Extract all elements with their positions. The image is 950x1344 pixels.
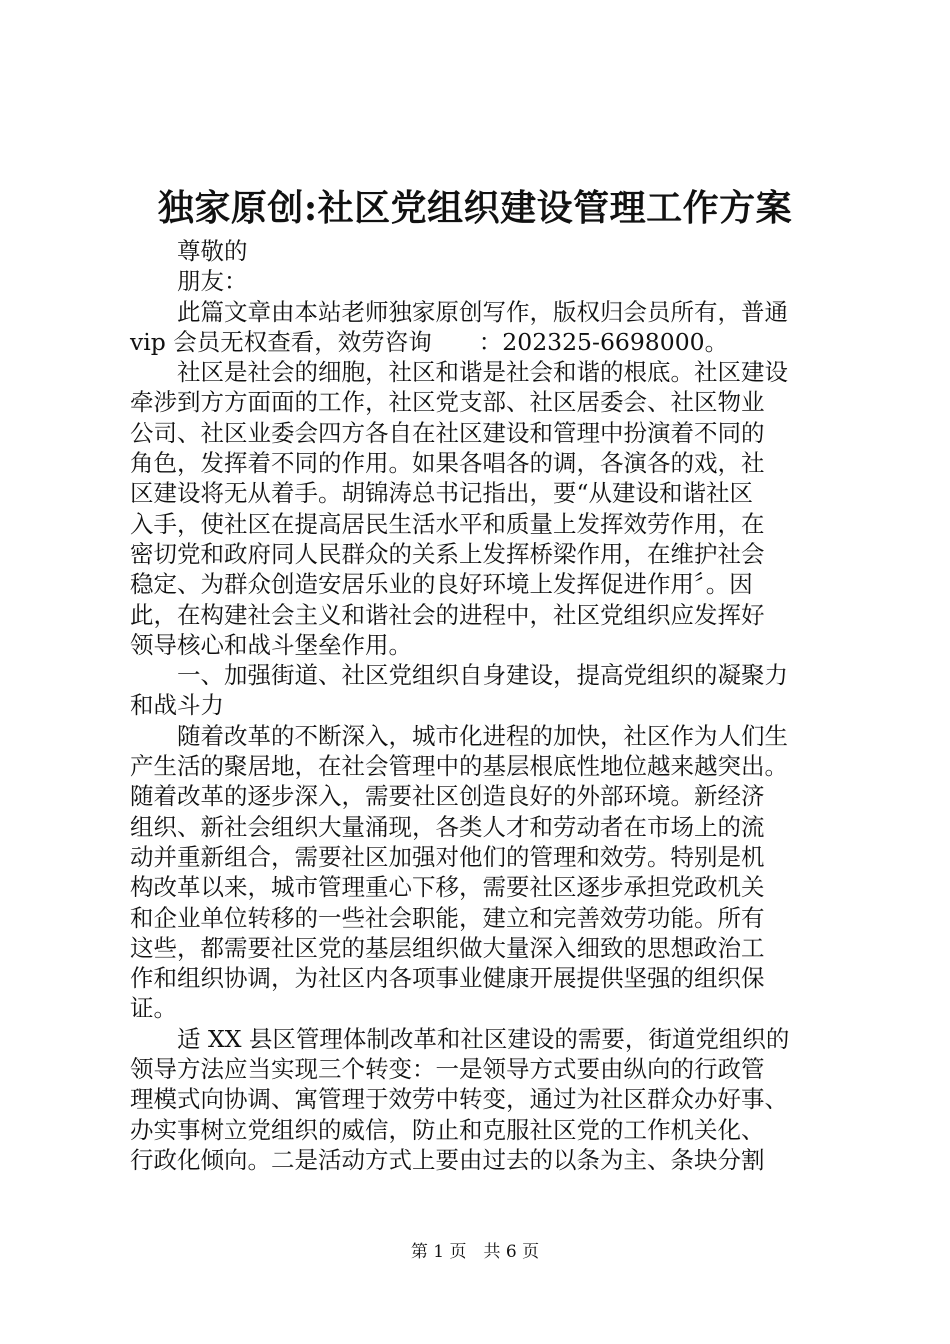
document-title: 独家原创:社区党组织建设管理工作方案 <box>157 187 793 229</box>
text-line: 此，在构建社会主义和谐社会的进程中，社区党组织应发挥好 <box>130 600 765 629</box>
text-line: 产生活的聚居地，在社会管理中的基层根底性地位越来越突出。 <box>130 752 788 781</box>
text-line: 入手，使社区在提高居民生活水平和质量上发挥效劳作用，在 <box>130 509 765 538</box>
text-line: 公司、社区业委会四方各自在社区建设和管理中扮演着不同的 <box>130 418 765 447</box>
text-line: 组织、新社会组织大量涌现，各类人才和劳动者在市场上的流 <box>130 812 765 841</box>
text-line: 随着改革的不断深入，城市化进程的加快，社区作为人们生 <box>177 721 788 750</box>
text-line: 和战斗力 <box>130 691 224 720</box>
text-line: 适 XX 县区管理体制改革和社区建设的需要，街道党组织的 <box>177 1024 790 1053</box>
text-line: 作和组织协调，为社区内各项事业健康开展提供坚强的组织保 <box>130 964 765 993</box>
text-line: 领导方法应当实现三个转变：一是领导方式要由纵向的行政管 <box>130 1055 765 1084</box>
text-line: 尊敬的 <box>177 237 248 265</box>
text-line: 社区是社会的细胞，社区和谐是社会和谐的根底。社区建设 <box>177 358 788 387</box>
text-line: 密切党和政府同人民群众的关系上发挥桥梁作用，在维护社会 <box>130 539 765 568</box>
text-line: 此篇文章由本站老师独家原创写作，版权归会员所有，普通 <box>177 297 788 326</box>
text-line: 构改革以来，城市管理重心下移，需要社区逐步承担党政机关 <box>130 873 765 902</box>
text-line: 一、加强街道、社区党组织自身建设，提高党组织的凝聚力 <box>177 661 788 690</box>
text-line: 理模式向协调、寓管理于效劳中转变，通过为社区群众办好事、 <box>130 1085 788 1114</box>
text-line: 证。 <box>130 994 177 1023</box>
text-line: 角色，发挥着不同的作用。如果各唱各的调，各演各的戏，社 <box>130 449 765 478</box>
text-line: 办实事树立党组织的威信，防止和克服社区党的工作机关化、 <box>130 1115 765 1144</box>
text-line: 和企业单位转移的一些社会职能，建立和完善效劳功能。所有 <box>130 903 765 932</box>
text-line: 牵涉到方方面面的工作，社区党支部、社区居委会、社区物业 <box>130 388 765 417</box>
page-number: 第 1 页 共 6 页 <box>410 1242 540 1262</box>
text-line: 动并重新组合，需要社区加强对他们的管理和效劳。特别是机 <box>130 842 765 871</box>
text-line: vip 会员无权查看，效劳咨询 ：202325-6698000。 <box>130 327 729 356</box>
text-line: 行政化倾向。二是活动方式上要由过去的以条为主、条块分割 <box>130 1145 765 1174</box>
text-line: 稳定、为群众创造安居乐业的良好环境上发挥促进作用〞。因 <box>130 570 753 599</box>
text-line: 朋友： <box>177 267 248 296</box>
text-line: 区建设将无从着手。胡锦涛总书记指出，要“从建设和谐社区 <box>130 479 754 508</box>
document-body <box>130 236 830 1175</box>
text-line: 这些，都需要社区党的基层组织做大量深入细致的思想政治工 <box>130 933 765 962</box>
text-line: 随着改革的逐步深入，需要社区创造良好的外部环境。新经济 <box>130 782 765 811</box>
text-line: 领导核心和战斗堡垒作用。 <box>130 630 412 659</box>
